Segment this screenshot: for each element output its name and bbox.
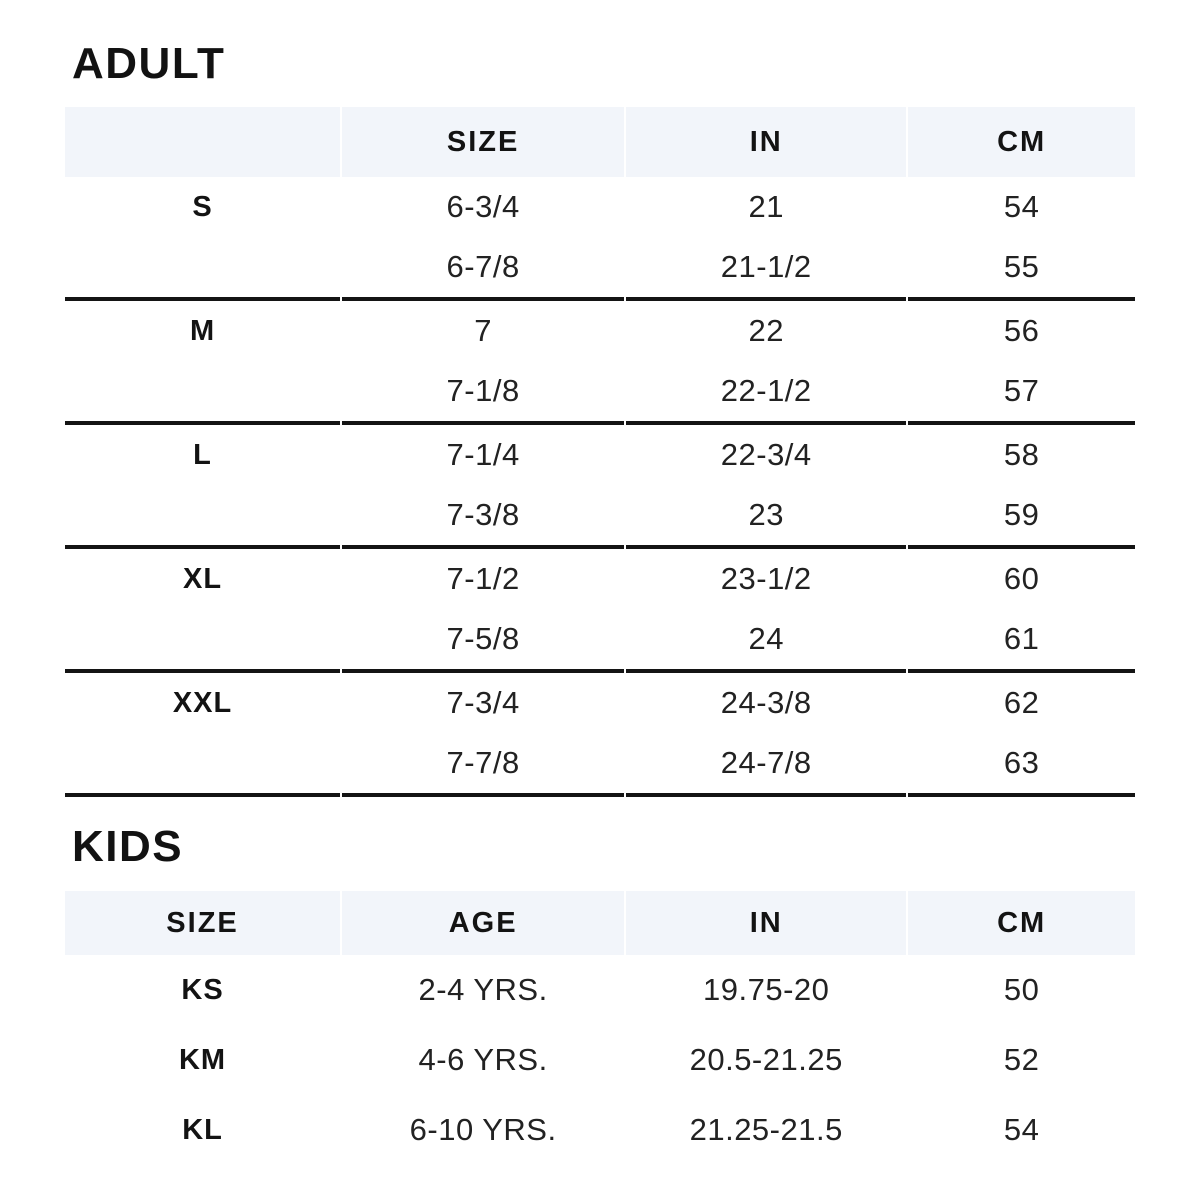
size-group-label-cell [65,609,340,673]
kids-col-in-header: IN [626,891,906,955]
table-row [65,301,1135,361]
centimeters-cell: 55 [908,237,1135,301]
age-cell: 4-6 YRS. [418,1042,548,1077]
adult-section-title: ADULT [72,39,226,88]
kids-size-table [63,891,1137,1165]
inches-cell: 21 [748,189,784,224]
hat-size-cell: 7-1/2 [446,561,520,596]
adult-col-size-header: SIZE [342,107,624,177]
kids-col-age-header: AGE [342,891,624,955]
adult-header-row [65,107,1135,177]
size-group-label-cell [65,485,340,549]
centimeters-cell: 50 [1003,972,1040,1007]
size-group-label-cell: XL [183,562,223,595]
inches-cell: 22 [748,313,784,348]
table-row [65,425,1135,485]
centimeters-cell: 62 [1003,685,1040,720]
centimeters-cell: 56 [1003,313,1040,348]
hat-size-cell: 7-7/8 [342,733,624,797]
centimeters-cell: 54 [1003,1112,1040,1147]
inches-cell: 23 [626,485,906,549]
kids-size-label-cell: KL [182,1113,223,1146]
centimeters-cell: 57 [908,361,1135,425]
table-row [65,1095,1135,1165]
hat-size-cell: 7-1/4 [446,437,520,472]
inches-cell: 21.25-21.5 [689,1112,843,1147]
hat-size-cell: 7-3/8 [342,485,624,549]
table-row [65,237,1135,301]
kids-col-cm-header: CM [908,891,1135,955]
table-row [65,485,1135,549]
size-group-label-cell [65,237,340,301]
inches-cell: 21-1/2 [626,237,906,301]
centimeters-cell: 52 [1003,1042,1040,1077]
kids-section [63,822,1137,1165]
inches-cell: 24-7/8 [626,733,906,797]
age-cell: 6-10 YRS. [409,1112,557,1147]
table-row [65,609,1135,673]
table-row [65,177,1135,237]
size-group-label-cell: S [192,190,213,223]
adult-size-table [63,107,1137,797]
inches-cell: 19.75-20 [703,972,830,1007]
table-row [65,673,1135,733]
hat-size-cell: 7-1/8 [342,361,624,425]
centimeters-cell: 54 [1003,189,1040,224]
age-cell: 2-4 YRS. [418,972,548,1007]
centimeters-cell: 58 [1003,437,1040,472]
size-group-label-cell: M [189,314,216,347]
table-row [65,361,1135,425]
inches-cell: 22-3/4 [720,437,812,472]
centimeters-cell: 61 [908,609,1135,673]
inches-cell: 20.5-21.25 [689,1042,843,1077]
size-group-label-cell [65,733,340,797]
adult-col-in-header: IN [626,107,906,177]
inches-cell: 22-1/2 [626,361,906,425]
size-group-label-cell: XXL [172,686,233,719]
adult-col-cm-header: CM [908,107,1135,177]
hat-size-cell: 7-5/8 [342,609,624,673]
size-group-label-cell: L [193,438,212,471]
kids-header-row [65,891,1135,955]
adult-section [63,39,1137,797]
inches-cell: 23-1/2 [720,561,812,596]
table-row [65,549,1135,609]
size-group-label-cell [65,361,340,425]
centimeters-cell: 63 [908,733,1135,797]
hat-size-cell: 7-3/4 [446,685,520,720]
centimeters-cell: 59 [908,485,1135,549]
inches-cell: 24-3/8 [720,685,812,720]
hat-size-cell: 6-3/4 [446,189,520,224]
kids-size-label-cell: KM [178,1043,227,1076]
adult-col-blank-header [65,107,340,177]
kids-col-size-header: SIZE [65,891,340,955]
table-row [65,1025,1135,1095]
centimeters-cell: 60 [1003,561,1040,596]
inches-cell: 24 [626,609,906,673]
hat-size-cell: 6-7/8 [342,237,624,301]
kids-size-label-cell: KS [181,973,224,1006]
table-row [65,733,1135,797]
table-row [65,955,1135,1025]
kids-section-title: KIDS [72,822,184,871]
hat-size-cell: 7 [474,313,492,348]
